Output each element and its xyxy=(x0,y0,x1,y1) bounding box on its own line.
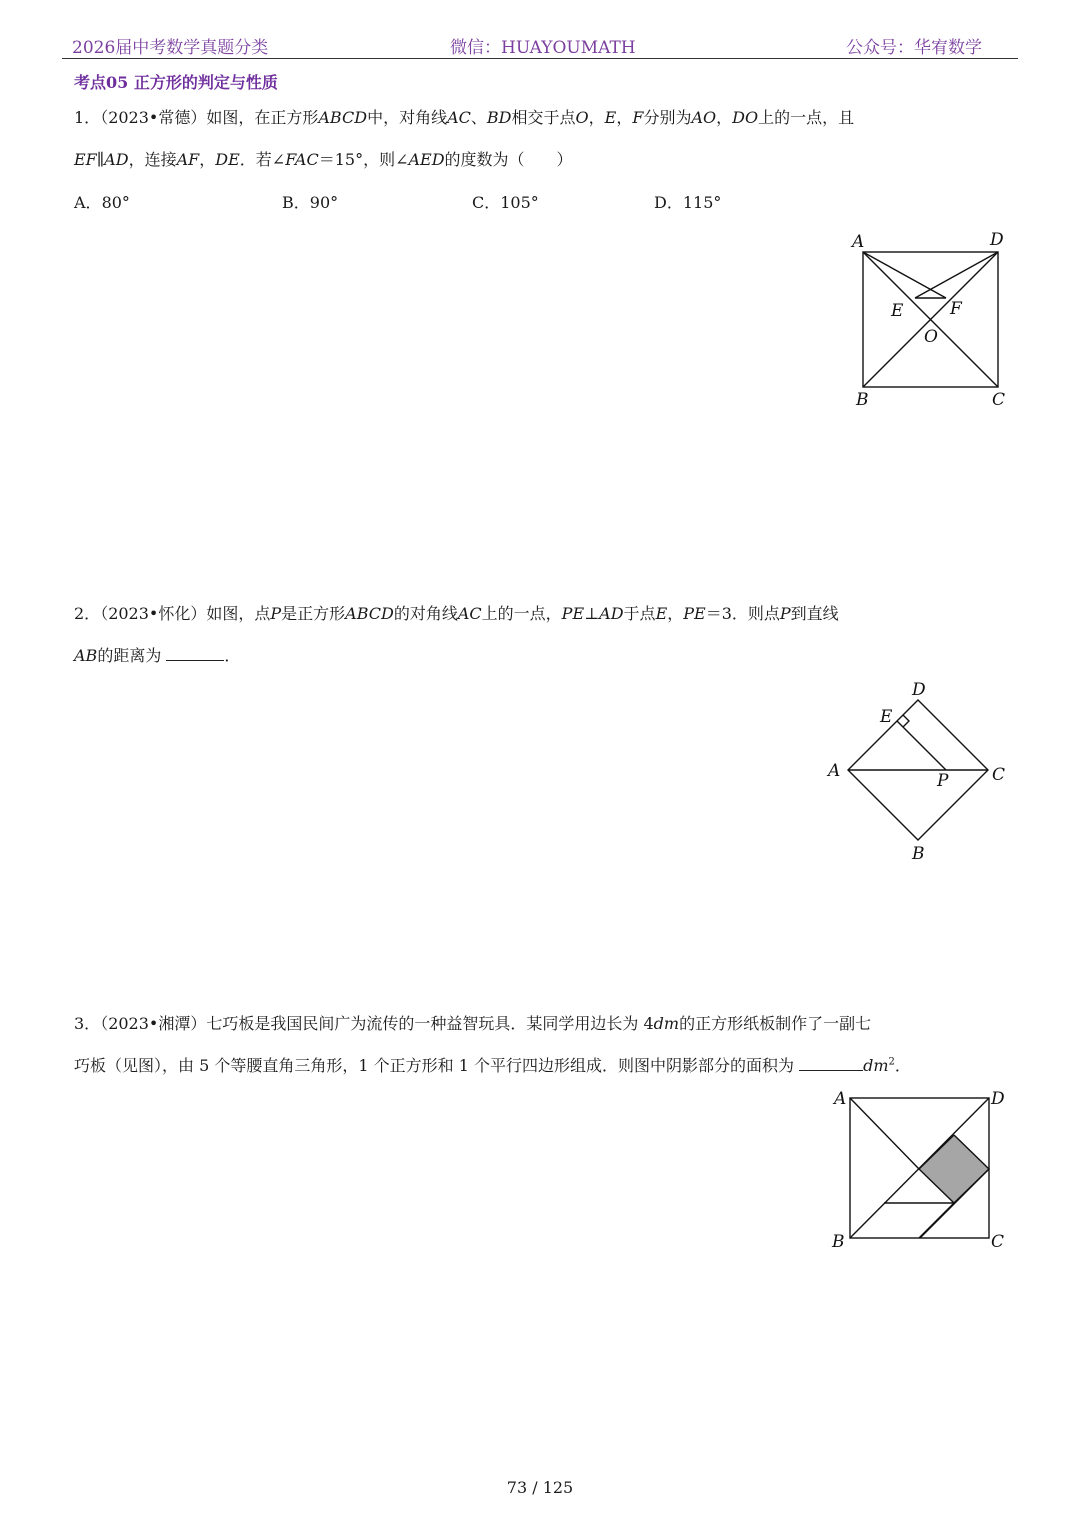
q1-label-c: C xyxy=(992,390,1006,410)
q1-label-o: O xyxy=(924,327,938,347)
header-right: 公众号：华宥数学 xyxy=(846,38,982,58)
q3-label-b: B xyxy=(832,1232,845,1252)
q1-figure-square xyxy=(840,228,1020,413)
q3-line-a-center xyxy=(850,1098,919,1169)
q1-label-b: B xyxy=(856,390,869,410)
q2-label-c: C xyxy=(992,765,1006,785)
q1-option-a: A．80° xyxy=(74,193,130,212)
q3-figure-tangram xyxy=(828,1084,1018,1254)
q1-option-b: B．90° xyxy=(282,193,339,212)
q2-label-d: D xyxy=(912,680,926,700)
q1-label-f: F xyxy=(950,299,962,319)
q3-label-a: A xyxy=(834,1089,847,1109)
q3-line-1: 3．（2023•湘潭）七巧板是我国民间广为流传的一种益智玩具．某同学用边长为 4dm的正方形纸板制作了一副七 xyxy=(74,1014,872,1033)
q2-label-b: B xyxy=(912,844,925,864)
q2-answer-blank xyxy=(166,660,224,661)
header-center: 微信：HUAYOUMATH xyxy=(450,38,636,58)
page-number: 73 / 125 xyxy=(506,1478,574,1497)
q2-label-p: P xyxy=(937,771,949,791)
q3-answer-blank xyxy=(799,1070,863,1071)
q1-segment-de xyxy=(915,252,998,298)
q2-label-a: A xyxy=(828,761,841,781)
q2-line-1: 2．（2023•怀化）如图，点P是正方形ABCD的对角线AC上的一点，PE⊥AD于点E，PE＝3．则点P到直线 xyxy=(74,604,839,623)
q2-figure-square xyxy=(820,676,1020,866)
q3-label-d: D xyxy=(991,1089,1005,1109)
q2-line-2: AB的距离为 ． xyxy=(74,646,241,665)
q3-parallelogram-side xyxy=(919,1203,954,1238)
q1-label-e: E xyxy=(891,301,904,321)
section-title: 考点05 正方形的判定与性质 xyxy=(74,73,278,92)
q1-line-2: EF∥AD，连接AF，DE．若∠FAC＝15°，则∠AED的度数为（ ） xyxy=(74,150,573,169)
q1-option-c: C．105° xyxy=(472,193,539,212)
header-left: 2026届中考数学真题分类 xyxy=(72,38,269,58)
q1-label-d: D xyxy=(990,230,1004,250)
q1-label-a: A xyxy=(852,232,865,252)
q1-line-1: 1．（2023•常德）如图，在正方形ABCD中，对角线AC、BD相交于点O，E，F分别为AO，DO上的一点，且 xyxy=(74,108,855,127)
q2-segment-pe xyxy=(897,721,946,770)
q1-option-d: D．115° xyxy=(654,193,722,212)
q2-right-angle-mark xyxy=(903,715,909,727)
q1-segment-af xyxy=(863,252,946,298)
q3-shaded-square xyxy=(919,1135,989,1203)
header-rule xyxy=(62,58,1018,59)
q3-line-2: 巧板（见图），由 5 个等腰直角三角形，1 个正方形和 1 个平行四边形组成．则图中阴影部分的面积为 $dm^2$． xyxy=(74,1056,911,1075)
q2-label-e: E xyxy=(880,707,893,727)
q3-label-c: C xyxy=(991,1232,1005,1252)
